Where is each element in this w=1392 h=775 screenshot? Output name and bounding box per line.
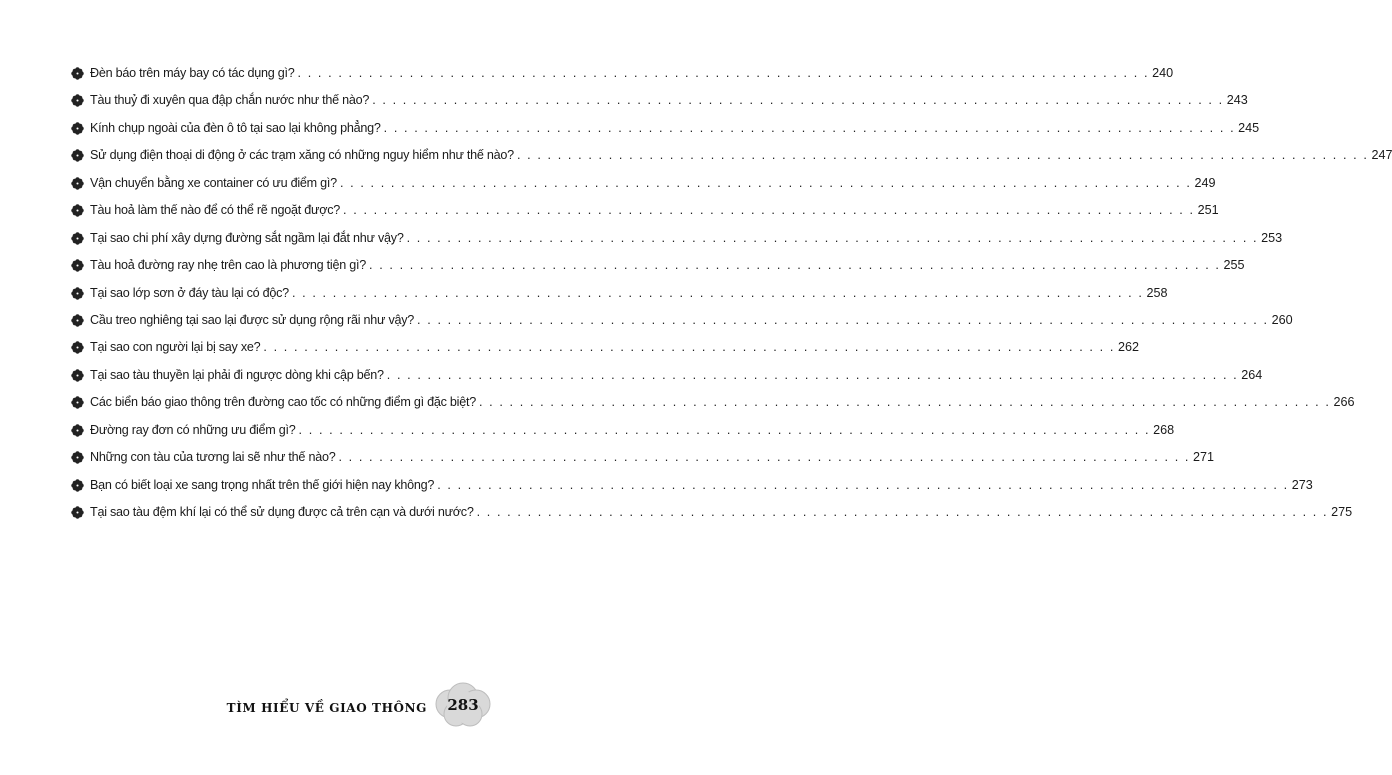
toc-page-number: 264	[1241, 367, 1263, 382]
dot-leader: . . . . . . . . . . . . . . . . . . . . . . . . . . . . . . . . . . . . . . . . . . . . . . . . . . . . . . . . . . . . . . . . . . . . . . . . . . . . . . . . . . . .	[298, 422, 1151, 437]
dot-leader: . . . . . . . . . . . . . . . . . . . . . . . . . . . . . . . . . . . . . . . . . . . . . . . . . . . . . . . . . . . . . . . . . . . . . . . . . . . . . . . . . . . .	[338, 450, 1190, 465]
dot-leader: . . . . . . . . . . . . . . . . . . . . . . . . . . . . . . . . . . . . . . . . . . . . . . . . . . . . . . . . . . . . . . . . . . . . . . . . . . . . . . . . . . . .	[291, 285, 1144, 300]
toc-entry-text	[90, 173, 1216, 193]
toc-entry[interactable]	[0, 310, 1293, 337]
toc-question: Sử dụng điện thoại di động ở các trạm xăng có những nguy hiểm như thế nào?	[90, 148, 514, 163]
toc-page-number: 262	[1117, 340, 1139, 355]
toc-page-number: 253	[1261, 230, 1283, 245]
toc-page-number: 275	[1331, 505, 1353, 519]
flower-bullet-icon	[71, 506, 84, 519]
toc-page-number: 245	[1238, 120, 1260, 135]
toc-entry[interactable]	[0, 90, 1248, 117]
dot-leader: . . . . . . . . . . . . . . . . . . . . . . . . . . . . . . . . . . . . . . . . . . . . . . . . . . . . . . . . . . . . . . . . . . . . . . . . . . . . . . . . . . . .	[383, 120, 1236, 135]
toc-entry[interactable]	[0, 283, 1168, 310]
dot-leader: . . . . . . . . . . . . . . . . . . . . . . . . . . . . . . . . . . . . . . . . . . . . . . . . . . . . . . . . . . . . . . . . . . . . . . . . . . . . . . . . . . . .	[476, 505, 1329, 519]
toc-page-number: 251	[1197, 203, 1219, 218]
flower-bullet-icon	[71, 149, 84, 162]
toc-entry[interactable]	[0, 118, 1260, 145]
toc-question: Tại sao chi phí xây dựng đường sắt ngầm lại đắt như vậy?	[90, 230, 404, 245]
toc-question: Tại sao tàu thuyền lại phải đi ngược dòng khi cập bến?	[90, 367, 384, 382]
toc-page-number: 255	[1223, 258, 1245, 273]
dot-leader: . . . . . . . . . . . . . . . . . . . . . . . . . . . . . . . . . . . . . . . . . . . . . . . . . . . . . . . . . . . . . . . . . . . . . . . . . . . . . . . . . . . .	[478, 395, 1331, 410]
toc-question: Các biển báo giao thông trên đường cao tốc có những điểm gì đặc biệt?	[90, 395, 476, 410]
page-number: 283	[447, 696, 479, 714]
toc-entry-text	[90, 337, 1139, 357]
toc-entry[interactable]	[0, 337, 1139, 364]
toc-entry[interactable]	[0, 447, 1215, 474]
toc-entry-text	[90, 145, 1392, 165]
flower-bullet-icon	[71, 177, 84, 190]
toc-entry-text	[90, 228, 1283, 248]
toc-question: Bạn có biết loại xe sang trọng nhất trên thế giới hiện nay không?	[90, 477, 435, 492]
toc-entry-text	[90, 420, 1175, 440]
flower-bullet-icon	[71, 94, 84, 107]
toc-question: Tại sao tàu đệm khí lại có thể sử dụng được cả trên cạn và dưới nước?	[90, 505, 474, 519]
page-footer	[0, 682, 548, 732]
flower-bullet-icon	[71, 232, 84, 245]
toc-question: Tại sao lớp sơn ở đáy tàu lại có độc?	[90, 285, 289, 300]
table-of-contents	[0, 63, 1392, 529]
toc-entry[interactable]	[0, 502, 1353, 529]
flower-bullet-icon	[71, 122, 84, 135]
toc-question: Đèn báo trên máy bay có tác dụng gì?	[90, 66, 295, 80]
toc-entry-text	[90, 310, 1293, 330]
toc-question: Kính chụp ngoài của đèn ô tô tại sao lại không phẳng?	[90, 120, 381, 135]
toc-question: Những con tàu của tương lai sẽ như thế nào?	[90, 450, 336, 465]
dot-leader: . . . . . . . . . . . . . . . . . . . . . . . . . . . . . . . . . . . . . . . . . . . . . . . . . . . . . . . . . . . . . . . . . . . . . . . . . . . . . . . . . . . .	[406, 230, 1259, 245]
flower-bullet-icon	[71, 287, 84, 300]
flower-bullet-icon	[71, 451, 84, 464]
toc-page-number: 268	[1153, 422, 1175, 437]
dot-leader: . . . . . . . . . . . . . . . . . . . . . . . . . . . . . . . . . . . . . . . . . . . . . . . . . . . . . . . . . . . . . . . . . . . . . . . . . . . . . . . . . . . .	[372, 93, 1224, 108]
toc-entry[interactable]	[0, 475, 1313, 502]
toc-page-number: 258	[1146, 285, 1168, 300]
toc-entry[interactable]	[0, 63, 1174, 90]
toc-question: Tàu hoả làm thế nào để có thể rẽ ngoặt được?	[90, 203, 341, 218]
toc-page-number: 271	[1193, 450, 1215, 465]
toc-page-number: 260	[1271, 312, 1293, 327]
toc-question: Vận chuyển bằng xe container có ưu điểm gì?	[90, 175, 337, 190]
toc-question: Tàu thuỷ đi xuyên qua đập chắn nước như thế nào?	[90, 93, 370, 108]
flower-bullet-icon	[71, 67, 84, 80]
toc-page-number: 243	[1226, 93, 1248, 108]
toc-question: Đường ray đơn có những ưu điểm gì?	[90, 422, 296, 437]
toc-page-number: 247	[1371, 148, 1392, 163]
toc-entry[interactable]	[0, 392, 1355, 419]
toc-entry[interactable]	[0, 200, 1219, 227]
toc-entry-text	[90, 502, 1353, 522]
dot-leader: . . . . . . . . . . . . . . . . . . . . . . . . . . . . . . . . . . . . . . . . . . . . . . . . . . . . . . . . . . . . . . . . . . . . . . . . . . . . . . . . . . . .	[516, 148, 1369, 163]
toc-entry[interactable]	[0, 228, 1283, 255]
toc-page-number: 273	[1291, 477, 1313, 492]
toc-entry-text	[90, 63, 1174, 83]
flower-bullet-icon	[71, 204, 84, 217]
toc-entry-text	[90, 283, 1168, 303]
toc-entry-text	[90, 392, 1355, 412]
toc-entry-text	[90, 90, 1248, 110]
footer-title: TÌM HIỂU VỀ GIAO THÔNG	[226, 701, 427, 715]
flower-bullet-icon	[71, 396, 84, 409]
flower-bullet-icon	[71, 369, 84, 382]
dot-leader: . . . . . . . . . . . . . . . . . . . . . . . . . . . . . . . . . . . . . . . . . . . . . . . . . . . . . . . . . . . . . . . . . . . . . . . . . . . . . . . . . . . .	[297, 66, 1150, 80]
toc-entry[interactable]	[0, 145, 1392, 172]
dot-leader: . . . . . . . . . . . . . . . . . . . . . . . . . . . . . . . . . . . . . . . . . . . . . . . . . . . . . . . . . . . . . . . . . . . . . . . . . . . . . . . . . . . .	[437, 477, 1289, 492]
toc-question: Cầu treo nghiêng tại sao lại được sử dụng rộng rãi như vậy?	[90, 312, 415, 327]
toc-question: Tàu hoả đường ray nhẹ trên cao là phương tiện gì?	[90, 258, 366, 273]
flower-bullet-icon	[71, 341, 84, 354]
dot-leader: . . . . . . . . . . . . . . . . . . . . . . . . . . . . . . . . . . . . . . . . . . . . . . . . . . . . . . . . . . . . . . . . . . . . . . . . . . . . . . . . . . . .	[417, 312, 1269, 327]
flower-bullet-icon	[71, 259, 84, 272]
toc-entry[interactable]	[0, 173, 1216, 200]
flower-bullet-icon	[71, 424, 84, 437]
toc-entry-text	[90, 365, 1263, 385]
dot-leader: . . . . . . . . . . . . . . . . . . . . . . . . . . . . . . . . . . . . . . . . . . . . . . . . . . . . . . . . . . . . . . . . . . . . . . . . . . . . . . . . . . . .	[386, 367, 1239, 382]
toc-page-number: 240	[1152, 66, 1174, 80]
toc-entry-text	[90, 447, 1215, 467]
toc-entry-text	[90, 475, 1313, 495]
toc-entry[interactable]	[0, 255, 1245, 282]
toc-question: Tại sao con người lại bị say xe?	[90, 340, 261, 355]
dot-leader: . . . . . . . . . . . . . . . . . . . . . . . . . . . . . . . . . . . . . . . . . . . . . . . . . . . . . . . . . . . . . . . . . . . . . . . . . . . . . . . . . . . .	[339, 175, 1192, 190]
dot-leader: . . . . . . . . . . . . . . . . . . . . . . . . . . . . . . . . . . . . . . . . . . . . . . . . . . . . . . . . . . . . . . . . . . . . . . . . . . . . . . . . . . . .	[343, 203, 1195, 218]
toc-entry-text	[90, 255, 1245, 275]
toc-entry[interactable]	[0, 365, 1263, 392]
toc-page-number: 249	[1194, 175, 1216, 190]
flower-bullet-icon	[71, 314, 84, 327]
dot-leader: . . . . . . . . . . . . . . . . . . . . . . . . . . . . . . . . . . . . . . . . . . . . . . . . . . . . . . . . . . . . . . . . . . . . . . . . . . . . . . . . . . . .	[369, 258, 1221, 273]
toc-entry-text	[90, 200, 1219, 220]
flower-bullet-icon	[71, 479, 84, 492]
toc-page-number: 266	[1333, 395, 1355, 410]
toc-entry-text	[90, 118, 1260, 138]
dot-leader: . . . . . . . . . . . . . . . . . . . . . . . . . . . . . . . . . . . . . . . . . . . . . . . . . . . . . . . . . . . . . . . . . . . . . . . . . . . . . . . . . . . .	[263, 340, 1115, 355]
toc-entry[interactable]	[0, 420, 1175, 447]
